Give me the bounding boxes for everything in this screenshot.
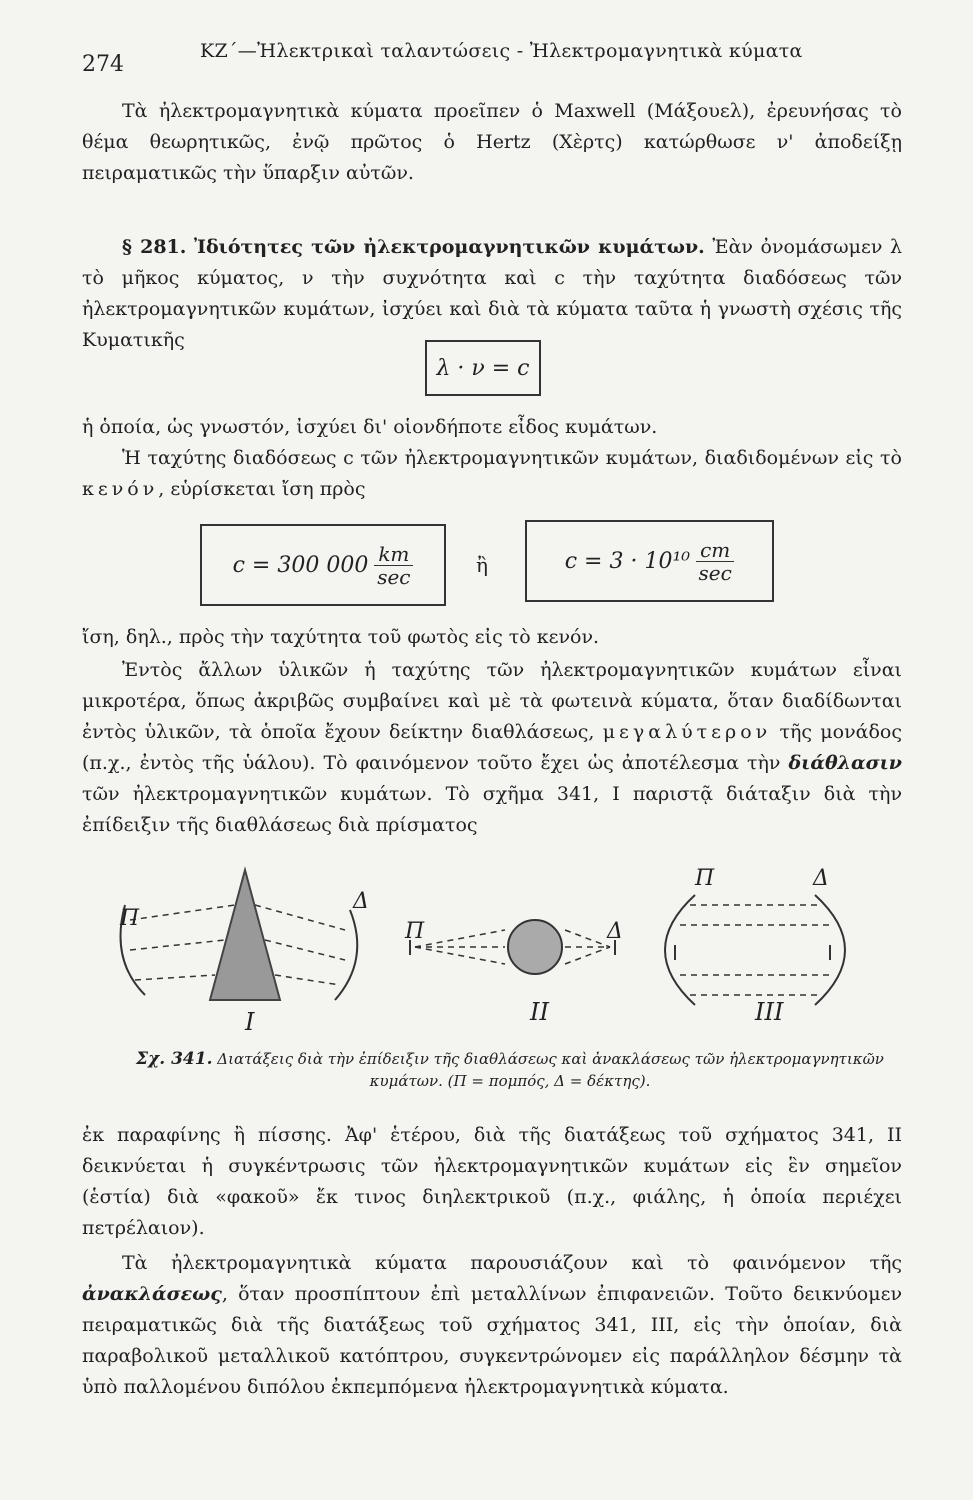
paragraph-light-speed: ἴση, δηλ., πρὸς τὴν ταχύτητα τοῦ φωτὸς εἰς τὸ κενόν. bbox=[82, 626, 600, 648]
reflection-keyword: ἀνακλάσεως bbox=[82, 1283, 222, 1305]
figure-part-I bbox=[121, 870, 358, 1000]
formula-speed-cm bbox=[525, 520, 774, 602]
refraction-text-a: Ἐντὸς ἄλλων ὑλικῶν ἡ ταχύτης τῶν ἠλεκτρομαγνητικῶν κυμάτων εἶναι μικροτέρα, ὅπως ἀκριβῶς συμβαίνει καὶ μὲ τὰ φωτεινὰ κύματα, ὅταν διαδίδωνται ἐντὸς ὑλικῶν, τὰ ὁποῖα ἔχουν δείκτην διαθλάσεως, bbox=[82, 659, 902, 743]
paragraph-intro: Τὰ ἠλεκτρομαγνητικὰ κύματα προεῖπεν ὁ Maxwell (Μάξουελ), ἐρευνήσας τὸ θέμα θεωρητικῶς, ἐνῷ πρῶτος ὁ Hertz (Χὲρτς) κατώρθωσε ν' ἀποδείξῃ πειραματικῶς τὴν ὕπαρξιν αὐτῶν. bbox=[82, 100, 902, 184]
formula-speed-km-lhs: c = 300 000 bbox=[232, 552, 369, 578]
page-number: 274 bbox=[82, 52, 124, 77]
caption-text: Διατάξεις διὰ τὴν ἐπίδειξιν τῆς διαθλάσεως καὶ ἀνακλάσεως τῶν ἠλεκτρομαγνητικῶν κυμάτων. (Π = πομπός, Δ = δέκτης). bbox=[212, 1050, 884, 1090]
running-title: ΚΖ΄—Ἠλεκτρικαὶ ταλαντώσεις - Ἠλεκτρομαγνητικὰ κύματα bbox=[200, 40, 803, 62]
figure-341 bbox=[95, 850, 895, 1040]
refraction-text-c: τῶν ἠλεκτρομαγνητικῶν κυμάτων. Τὸ σχῆμα 341, I παριστᾷ διάταξιν διὰ τὴν ἐπίδειξιν τῆς διαθλάσεως διὰ πρίσματος bbox=[82, 783, 902, 836]
fig-III-pi: Π bbox=[695, 866, 715, 891]
unit-denominator: sec bbox=[698, 560, 732, 585]
unit-numerator: km bbox=[374, 543, 413, 566]
caption-label: Σχ. 341. bbox=[136, 1049, 213, 1069]
paragraph-refraction bbox=[82, 655, 902, 841]
fig-III-delta: Δ bbox=[813, 866, 829, 891]
formula-or: ἢ bbox=[476, 553, 488, 577]
fig-I-delta: Δ bbox=[353, 889, 369, 914]
reflection-text-b: , ὅταν προσπίπτουν ἐπὶ μεταλλίνων ἐπιφανειῶν. Τοῦτο δεικνύομεν πειραματικῶς διὰ τῆς διατάξεως τοῦ σχήματος 341, III, εἰς τὴν ὁποίαν, διὰ παραβολικοῦ μεταλλικοῦ κατόπτρου, συγκεντρώνομεν εἰς παράλληλον δέσμην τὰ ὑπὸ παλλομένου διπόλου ἐκπεμπόμενα ἠλεκτρομαγνητικὰ κύματα. bbox=[82, 1283, 902, 1398]
fig-I-pi: Π bbox=[120, 906, 140, 931]
formula-speed-km bbox=[200, 524, 446, 606]
figure-part-II bbox=[410, 920, 615, 974]
fig-label-III: III bbox=[755, 998, 784, 1026]
refraction-keyword: διάθλασιν bbox=[788, 752, 902, 774]
formula-speed-cm-unit bbox=[696, 539, 734, 584]
formula-speed-cm-lhs: c = 3 · 10¹⁰ bbox=[564, 548, 691, 574]
formula-speed-km-unit bbox=[374, 543, 413, 588]
speed-text-b: , εὑρίσκεται ἴση πρὸς bbox=[158, 478, 366, 500]
speed-text-vacuum: κενόν bbox=[82, 478, 159, 500]
paragraph-speed bbox=[82, 443, 902, 505]
section-title: Ἰδιότητες τῶν ἠλεκτρομαγνητικῶν κυμάτων. bbox=[194, 236, 705, 258]
section-281 bbox=[82, 232, 902, 356]
figure-part-III bbox=[665, 895, 845, 1005]
fig-II-delta: Δ bbox=[607, 919, 623, 944]
fig-II-pi: Π bbox=[405, 919, 425, 944]
fig-label-II: II bbox=[530, 998, 549, 1026]
paragraph-reflection bbox=[82, 1248, 902, 1403]
refraction-text-greater: μεγαλύτερον bbox=[602, 721, 772, 743]
paragraph-lens: ἐκ παραφίνης ἢ πίσσης. Ἀφ' ἑτέρου, διὰ τῆς διατάξεως τοῦ σχήματος 341, II δεικνύεται ἡ συγκέντρωσις τῶν ἠλεκτρομαγνητικῶν κυμάτων εἰς ἓν σημεῖον (ἑστία) διὰ «φακοῦ» ἔκ τινος διηλεκτρικοῦ (π.χ., φιάλης, ἡ ὁποία περιέχει πετρέλαιον). bbox=[82, 1124, 902, 1239]
refraction-text-b: τῆς μονάδος (π.χ., ἐντὸς τῆς ὑάλου). Τὸ φαινόμενον τοῦτο ἔχει ὡς ἀποτέλεσμα τὴν bbox=[82, 721, 902, 774]
paragraph-validity: ἡ ὁποία, ὡς γνωστόν, ἰσχύει δι' οἱονδήποτε εἶδος κυμάτων. bbox=[82, 416, 658, 438]
formula-wave-relation: λ · ν = c bbox=[425, 340, 541, 396]
section-text: Ἐὰν ὀνομάσωμεν λ τὸ μῆκος κύματος, ν τὴν συχνότητα καὶ c τὴν ταχύτητα διαδόσεως τῶν ἠλεκτρομαγνητικῶν κυμάτων, ἰσχύει καὶ διὰ τὰ κύματα ταῦτα ἡ γνωστὴ σχέσις τῆς Κυματικῆς bbox=[82, 236, 903, 351]
reflection-text-a: Τὰ ἠλεκτρομαγνητικὰ κύματα παρουσιάζουν καὶ τὸ φαινόμενον τῆς bbox=[122, 1252, 902, 1274]
section-number: § 281. bbox=[122, 236, 187, 258]
unit-numerator: cm bbox=[696, 539, 734, 562]
fig-label-I: I bbox=[245, 1008, 255, 1036]
speed-text-a: Ἡ ταχύτης διαδόσεως c τῶν ἠλεκτρομαγνητικῶν κυμάτων, διαδιδομένων εἰς τὸ bbox=[122, 447, 902, 469]
unit-denominator: sec bbox=[377, 564, 411, 589]
figure-caption bbox=[130, 1048, 890, 1092]
